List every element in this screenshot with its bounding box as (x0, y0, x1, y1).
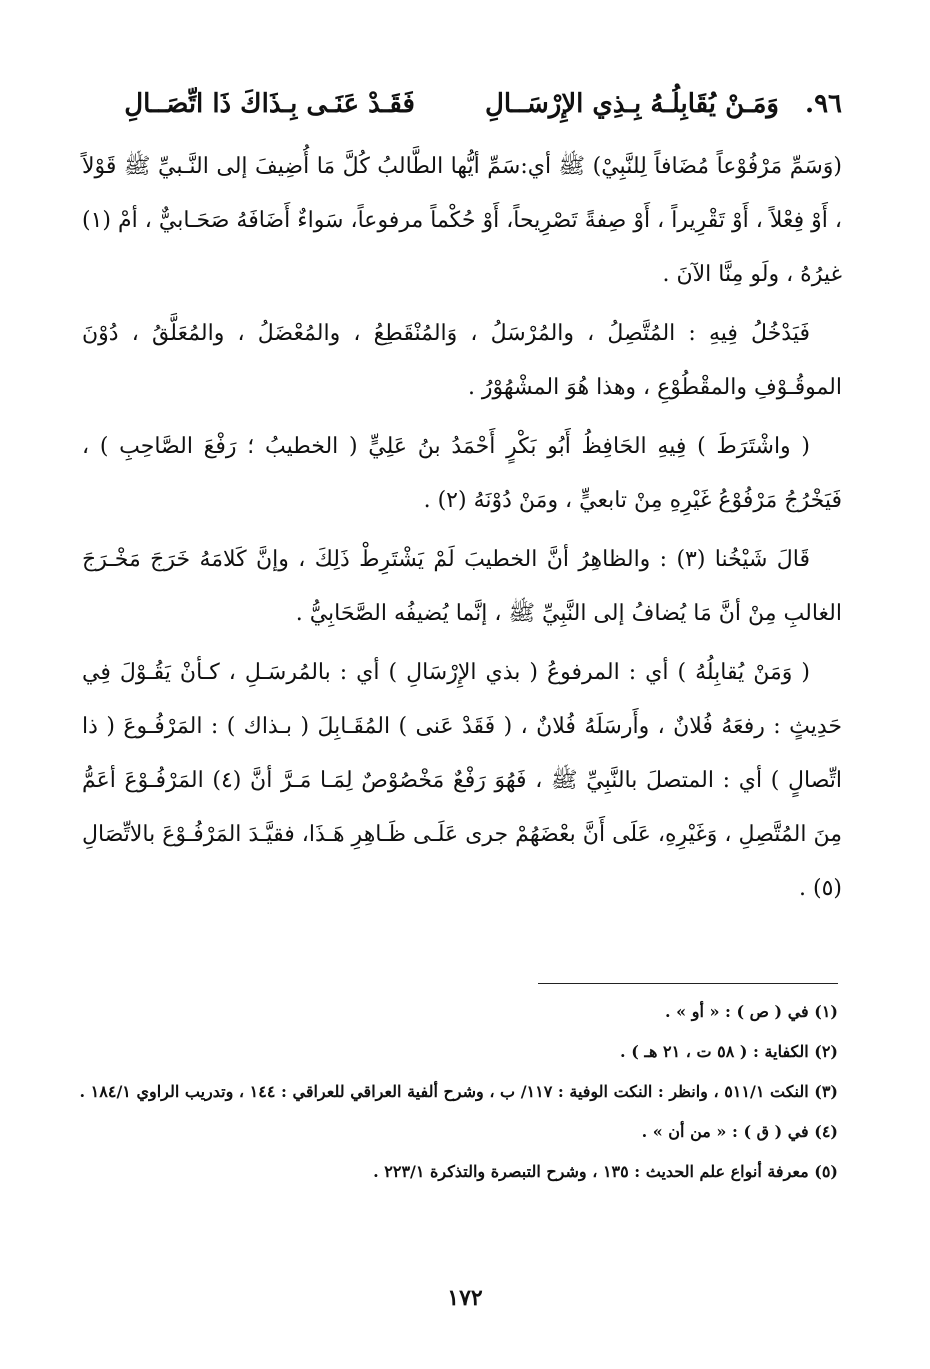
footnotes (68, 995, 838, 1195)
verse-number: ٩٦. (805, 89, 842, 119)
footnote-separator (538, 983, 838, 984)
commentary-body (82, 140, 842, 921)
footnote-3: (٣) النكت ٥١١/١ ، وانظر : النكت الوفية : ١١٧/ ب ، وشرح ألفية العراقي للعراقي : ١٤٤ ، وتدريب الراوي ١٨٤/١ . (79, 1082, 838, 1101)
verse-line (82, 82, 842, 126)
paragraph-3: ( واشْتَرَطَ ) فِيهِ الحَافِظُ أَبُو بَكْرٍ أَحْمَدُ بنُ عَلِيٍّ ( الخطيبُ ؛ رَفْعَ الصَّاحِبِ ) ، فَيَخْرُجُ مَرْفُوْعُ غَيْرِهِ مِنْ تابعيٍّ ، ومَنْ دُوْنَهُ (٢) . (82, 434, 842, 513)
verse-hemistich-left: فَقَـدْ عَنَـى بِـذَاكَ ذَا اتِّصَــالِ (124, 89, 415, 119)
paragraph-4: قَالَ شَيْخُنا (٣) : والظاهِرُ أنَّ الخطيبَ لَمْ يَشْتَرِطْ ذَلِكَ ، وإنَّ كَلامَهُ خَرَجَ مَخْـرَجَ الغالبِ مِنْ أنَّ مَا يُضافُ إلى النَّبِيِّ ﷺ ، إنَّما يُضيفُه الصَّحَابِيُّ . (82, 547, 842, 626)
paragraph-5: ( وَمَنْ يُقابِلُهُ ) أي : المرفوعُ ( بذي الإِرْسَالِ ) أي : بالمُرسَـلِ ، كـأنْ يَقُـوْلَ فِي حَدِيثٍ : رفعَهُ فُلانٌ ، وأَرسَلَهُ فُلانٌ ، ( فَقَدْ عَنى ) المُقَـابِلَ ( بـذاك ) : المَرْفُـوعَ ( ذا اتِّصالٍ ) أي : المتصلَ بالنَّبِيِّ ﷺ ، فَهُوَ رَفْعٌ مَخْصُوْصٌ لِمَـا مَـرَّ أنَّ (٤) المَرْفُـوْعَ أعَمُّ مِنَ المُتَّصِلِ ، وَغَيْرِهِ، عَلَى أَنَّ بعْضَهُمْ جرى عَلَـى ظَـاهِرِ هَـذَا، فقيَّـدَ المَرْفُـوْعَ بالاتِّصَالِ (٥) . (82, 660, 843, 901)
verse-hemistich-right: وَمَـنْ يُقَابِلُـهُ بِـذِي الإِرْسَــالِ (484, 89, 779, 119)
footnote-1: (١) في ( ص ) : « أو » . (665, 1002, 838, 1021)
footnote-4: (٤) في ( ق ) : « من أن » . (641, 1122, 838, 1141)
footnote-5: (٥) معرفة أنواع علم الحديث : ١٣٥ ، وشرح التبصرة والتذكرة ٢٢٣/١ . (373, 1162, 838, 1181)
paragraph-1: (وَسَمِّ مَرْفُوْعاً مُضَافاً لِلنَّبِيْ) ﷺ أي:سَمِّ أيُّها الطَّالبُ كُلَّ مَا أُضِيفَ إلى النَّـبيِّ ﷺ قَوْلاً ، أَوْ فِعْلاً ، أَوْ تَقْرِيراً ، أَوْ صِفةً تَصْرِيحاً، أَوْ حُكْماً مرفوعاً، سَواءٌ أَضَافَهُ صَحَـابيٌّ ، أمْ (١) غيرُهُ ، ولَو مِنَّا الآنَ . (82, 154, 842, 287)
paragraph-2: فَيَدْخُلُ فِيهِ : المُتَّصِلُ ، والمُرْسَلُ ، وَالمُنْقَطِعُ ، والمُعْضَلُ ، والمُعَلَّقُ ، دُوْنَ الموقُـوْفِ والمقْطُوْعِ ، وهذا هُوَ المشْهُوْرُ . (82, 321, 842, 400)
footnote-2: (٢) الكفاية : ( ٥٨ ت ، ٢١ هـ ) . (620, 1042, 838, 1061)
page-number: ١٧٢ (447, 1285, 483, 1311)
